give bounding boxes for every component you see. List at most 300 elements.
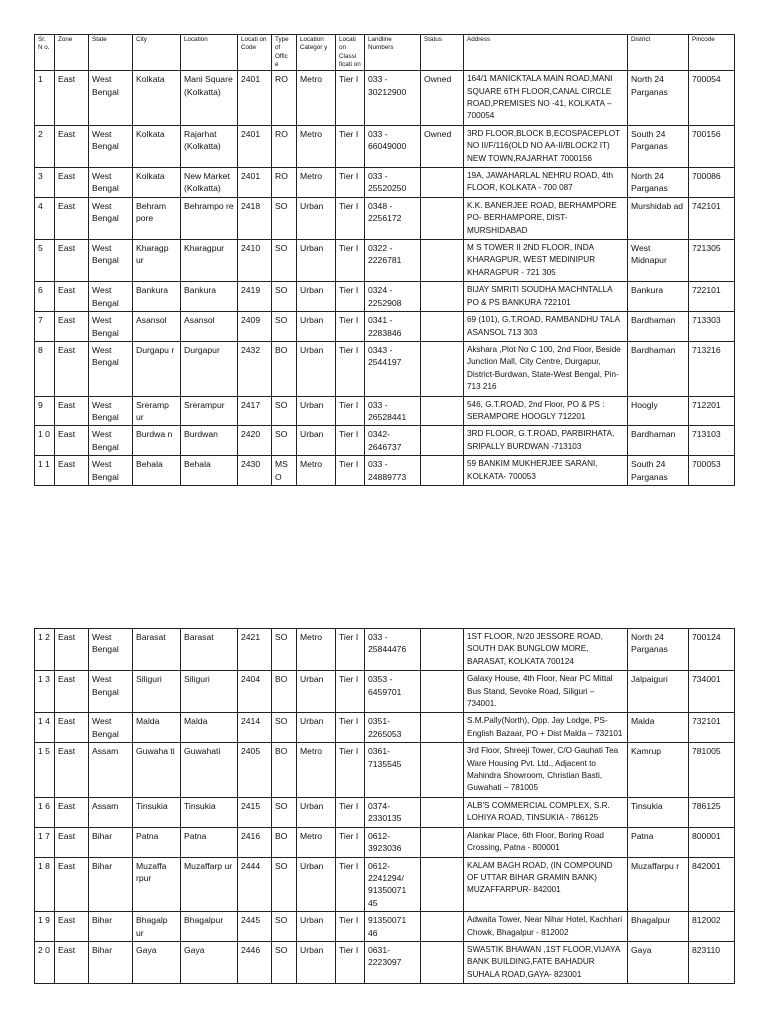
cell-location-classification: Tier I: [336, 426, 365, 456]
cell-address: Alankar Place, 6th Floor, Boring Road Crossing, Patna - 800001: [464, 827, 628, 857]
cell-district: Bardhaman: [628, 341, 689, 396]
table-row: [35, 426, 735, 456]
cell-location-classification: Tier I: [336, 282, 365, 312]
cell-location-classification: Tier I: [336, 168, 365, 198]
cell-state: Bihar: [89, 912, 133, 942]
cell-location-code: 2420: [238, 426, 272, 456]
table-row: [35, 341, 735, 396]
cell-city: Tinsukia: [133, 797, 181, 827]
cell-pincode: 732101: [689, 713, 735, 743]
table-row: [35, 912, 735, 942]
cell-status: [421, 797, 464, 827]
cell-state: Bihar: [89, 857, 133, 912]
header-state: State: [89, 35, 133, 71]
cell-district: North 24 Parganas: [628, 629, 689, 671]
cell-zone: East: [55, 941, 89, 983]
cell-address: 59 BANKIM MUKHERJEE SARANI, KOLKATA- 700053: [464, 456, 628, 486]
cell-state: Bihar: [89, 827, 133, 857]
cell-location-category: Urban: [297, 341, 336, 396]
cell-city: Behram pore: [133, 197, 181, 239]
cell-pincode: 786125: [689, 797, 735, 827]
table-row: [35, 168, 735, 198]
cell-office-type: SO: [272, 713, 297, 743]
cell-location: Rajarhat (Kolkatta): [181, 125, 238, 167]
cell-location-classification: Tier I: [336, 197, 365, 239]
cell-sr-no: 7: [35, 312, 55, 342]
table-row: [35, 456, 735, 486]
cell-location-category: Urban: [297, 197, 336, 239]
header-office-type: Type of Offic e: [272, 35, 297, 71]
cell-office-type: BO: [272, 743, 297, 798]
cell-sr-no: 1 8: [35, 857, 55, 912]
cell-city: Behala: [133, 456, 181, 486]
cell-sr-no: 5: [35, 240, 55, 282]
cell-location-category: Metro: [297, 456, 336, 486]
cell-location: Durgapur: [181, 341, 238, 396]
cell-sr-no: 1 6: [35, 797, 55, 827]
cell-office-type: SO: [272, 857, 297, 912]
cell-district: Murshidab ad: [628, 197, 689, 239]
table-header-row: [35, 35, 735, 71]
cell-zone: East: [55, 671, 89, 713]
office-table-2: [34, 628, 735, 984]
cell-sr-no: 1 5: [35, 743, 55, 798]
cell-zone: East: [55, 282, 89, 312]
table-row: [35, 671, 735, 713]
cell-city: Siliguri: [133, 671, 181, 713]
cell-zone: East: [55, 341, 89, 396]
cell-location-category: Urban: [297, 857, 336, 912]
cell-office-type: RO: [272, 168, 297, 198]
header-sr-no: Sr. N o.: [35, 35, 55, 71]
cell-state: West Bengal: [89, 713, 133, 743]
cell-sr-no: 1 4: [35, 713, 55, 743]
cell-location: New Market (Kolkatta): [181, 168, 238, 198]
cell-location-category: Metro: [297, 168, 336, 198]
table-row: [35, 857, 735, 912]
cell-city: Patna: [133, 827, 181, 857]
cell-sr-no: 4: [35, 197, 55, 239]
cell-location-classification: Tier I: [336, 912, 365, 942]
cell-landline-numbers: 0374- 2330135: [365, 797, 421, 827]
cell-location-classification: Tier I: [336, 312, 365, 342]
cell-city: Bhagalp ur: [133, 912, 181, 942]
cell-address: S.M.Pally(North), Opp. Jay Lodge, PS-English Bazaar, PO + Dist Malda – 732101: [464, 713, 628, 743]
table-row: [35, 629, 735, 671]
cell-state: West Bengal: [89, 71, 133, 126]
cell-city: Gaya: [133, 941, 181, 983]
cell-landline-numbers: 0322 - 2226781: [365, 240, 421, 282]
header-location-classification: Locati on Classi ficati on: [336, 35, 365, 71]
cell-location-classification: Tier I: [336, 671, 365, 713]
header-zone: Zone: [55, 35, 89, 71]
cell-location-classification: Tier I: [336, 629, 365, 671]
cell-pincode: 700054: [689, 71, 735, 126]
cell-location-code: 2410: [238, 240, 272, 282]
table-row: [35, 797, 735, 827]
cell-sr-no: 1 0: [35, 426, 55, 456]
cell-location-category: Urban: [297, 396, 336, 426]
cell-address: KALAM BAGH ROAD, (IN COMPOUND OF UTTAR BIHAR GRAMIN BANK) MUZAFFARPUR- 842001: [464, 857, 628, 912]
table-row: [35, 743, 735, 798]
cell-office-type: SO: [272, 197, 297, 239]
cell-zone: East: [55, 396, 89, 426]
header-city: City: [133, 35, 181, 71]
cell-location-code: 2419: [238, 282, 272, 312]
cell-landline-numbers: 0361- 7135545: [365, 743, 421, 798]
cell-landline-numbers: 033 - 25520250: [365, 168, 421, 198]
cell-district: Jalpaiguri: [628, 671, 689, 713]
cell-pincode: 700156: [689, 125, 735, 167]
cell-landline-numbers: 0353 - 6459701: [365, 671, 421, 713]
table-row: [35, 71, 735, 126]
cell-location-code: 2445: [238, 912, 272, 942]
cell-landline-numbers: 0324 - 2252908: [365, 282, 421, 312]
cell-zone: East: [55, 797, 89, 827]
cell-address: BIJAY SMRITI SOUDHA MACHNTALLA PO & PS BANKURA 722101: [464, 282, 628, 312]
cell-state: West Bengal: [89, 671, 133, 713]
cell-location: Srerampur: [181, 396, 238, 426]
cell-state: West Bengal: [89, 312, 133, 342]
cell-location-category: Urban: [297, 426, 336, 456]
table-row: [35, 941, 735, 983]
cell-office-type: SO: [272, 312, 297, 342]
cell-district: North 24 Parganas: [628, 168, 689, 198]
cell-sr-no: 1 7: [35, 827, 55, 857]
cell-location: Kharagpur: [181, 240, 238, 282]
office-table-1: [34, 34, 735, 486]
cell-location-category: Metro: [297, 71, 336, 126]
cell-status: [421, 168, 464, 198]
cell-location-code: 2401: [238, 168, 272, 198]
cell-city: Durgapu r: [133, 341, 181, 396]
cell-city: Malda: [133, 713, 181, 743]
cell-city: Guwaha ti: [133, 743, 181, 798]
cell-address: 164/1 MANICKTALA MAIN ROAD,MANI SQUARE 6TH FLOOR,CANAL CIRCLE ROAD,PREMISES NO -41, KOLKATA – 700054: [464, 71, 628, 126]
cell-city: Bankura: [133, 282, 181, 312]
cell-location-classification: Tier I: [336, 456, 365, 486]
cell-location-code: 2416: [238, 827, 272, 857]
cell-sr-no: 1 2: [35, 629, 55, 671]
cell-landline-numbers: 0612- 3923036: [365, 827, 421, 857]
cell-pincode: 781005: [689, 743, 735, 798]
cell-zone: East: [55, 827, 89, 857]
cell-location: Burdwan: [181, 426, 238, 456]
cell-status: [421, 629, 464, 671]
cell-location-code: 2418: [238, 197, 272, 239]
cell-location-code: 2446: [238, 941, 272, 983]
cell-status: [421, 743, 464, 798]
cell-location: Asansol: [181, 312, 238, 342]
cell-office-type: BO: [272, 827, 297, 857]
cell-landline-numbers: 033 - 26528441: [365, 396, 421, 426]
cell-location-category: Metro: [297, 125, 336, 167]
cell-office-type: SO: [272, 282, 297, 312]
cell-landline-numbers: 033 - 25844476: [365, 629, 421, 671]
header-location-code: Locati on Code: [238, 35, 272, 71]
cell-city: Sreramp ur: [133, 396, 181, 426]
cell-location-category: Urban: [297, 912, 336, 942]
cell-location-category: Metro: [297, 827, 336, 857]
cell-pincode: 823110: [689, 941, 735, 983]
cell-pincode: 722101: [689, 282, 735, 312]
cell-location-category: Urban: [297, 797, 336, 827]
cell-address: M S TOWER II 2ND FLOOR, INDA KHARAGPUR, WEST MEDINIPUR KHARAGPUR - 721 305: [464, 240, 628, 282]
cell-state: West Bengal: [89, 426, 133, 456]
table-row: [35, 197, 735, 239]
cell-pincode: 742101: [689, 197, 735, 239]
cell-office-type: BO: [272, 341, 297, 396]
header-landline-numbers: Landline Numbers: [365, 35, 421, 71]
cell-city: Kolkata: [133, 168, 181, 198]
cell-office-type: SO: [272, 629, 297, 671]
table-row: [35, 396, 735, 426]
cell-landline-numbers: 033 - 24889773: [365, 456, 421, 486]
cell-location: Behala: [181, 456, 238, 486]
cell-location-code: 2409: [238, 312, 272, 342]
cell-location: Bankura: [181, 282, 238, 312]
table-row: [35, 713, 735, 743]
cell-pincode: 842001: [689, 857, 735, 912]
cell-status: [421, 456, 464, 486]
cell-location: Gaya: [181, 941, 238, 983]
cell-pincode: 713103: [689, 426, 735, 456]
cell-zone: East: [55, 743, 89, 798]
cell-address: K.K. BANERJEE ROAD, BERHAMPORE PO- BERHAMPORE, DIST-MURSHIDABAD: [464, 197, 628, 239]
cell-zone: East: [55, 168, 89, 198]
cell-office-type: BO: [272, 671, 297, 713]
header-pincode: Pincode: [689, 35, 735, 71]
cell-pincode: 721305: [689, 240, 735, 282]
cell-sr-no: 6: [35, 282, 55, 312]
header-location-category: Location Categor y: [297, 35, 336, 71]
cell-address: Adwaita Tower, Near Nihar Hotel, Kachhari Chowk, Bhagalpur - 812002: [464, 912, 628, 942]
cell-address: 3RD FLOOR,BLOCK B,ECOSPACEPLOT NO II/F/116(OLD NO AA-II/BLOCK2 IT) NEW TOWN,RAJARHAT 7000156: [464, 125, 628, 167]
cell-sr-no: 2 0: [35, 941, 55, 983]
cell-location-code: 2405: [238, 743, 272, 798]
cell-status: [421, 240, 464, 282]
cell-landline-numbers: 0631- 2223097: [365, 941, 421, 983]
cell-location: Behrampo re: [181, 197, 238, 239]
cell-address: 3rd Floor, Shreeji Tower, C/O Gauhati Tea Ware Housing Pvt. Ltd., Adjacent to Mahindra Showroom, Christian Basti, Guwahati – 781005: [464, 743, 628, 798]
cell-status: [421, 197, 464, 239]
cell-location-category: Urban: [297, 713, 336, 743]
cell-state: West Bengal: [89, 282, 133, 312]
cell-status: [421, 312, 464, 342]
cell-city: Muzaffa rpur: [133, 857, 181, 912]
cell-state: West Bengal: [89, 396, 133, 426]
cell-state: West Bengal: [89, 240, 133, 282]
table-row: [35, 282, 735, 312]
cell-zone: East: [55, 456, 89, 486]
cell-district: North 24 Parganas: [628, 71, 689, 126]
cell-location-classification: Tier I: [336, 797, 365, 827]
table-row: [35, 125, 735, 167]
cell-office-type: SO: [272, 912, 297, 942]
cell-pincode: 700053: [689, 456, 735, 486]
cell-pincode: 700124: [689, 629, 735, 671]
cell-pincode: 812002: [689, 912, 735, 942]
cell-location-code: 2430: [238, 456, 272, 486]
cell-status: [421, 426, 464, 456]
cell-location-code: 2415: [238, 797, 272, 827]
cell-status: [421, 941, 464, 983]
cell-district: South 24 Parganas: [628, 125, 689, 167]
cell-pincode: 712201: [689, 396, 735, 426]
cell-sr-no: 1 9: [35, 912, 55, 942]
cell-status: [421, 396, 464, 426]
cell-landline-numbers: 033 - 66049000: [365, 125, 421, 167]
cell-zone: East: [55, 197, 89, 239]
cell-zone: East: [55, 240, 89, 282]
cell-address: SWASTIK BHAWAN ,1ST FLOOR,VIJAYA BANK BUILDING,FATE BAHADUR SUHALA ROAD,GAYA- 823001: [464, 941, 628, 983]
cell-status: [421, 341, 464, 396]
cell-landline-numbers: 0612- 2241294/ 91350071 45: [365, 857, 421, 912]
cell-zone: East: [55, 426, 89, 456]
cell-pincode: 713303: [689, 312, 735, 342]
table-row: [35, 312, 735, 342]
header-status: Status: [421, 35, 464, 71]
cell-zone: East: [55, 713, 89, 743]
cell-city: Kolkata: [133, 125, 181, 167]
cell-landline-numbers: 033 - 30212900: [365, 71, 421, 126]
cell-location-code: 2421: [238, 629, 272, 671]
cell-state: West Bengal: [89, 197, 133, 239]
cell-office-type: SO: [272, 426, 297, 456]
cell-pincode: 734001: [689, 671, 735, 713]
cell-address: Galaxy House, 4th Floor, Near PC Mittal Bus Stand, Sevoke Road, Siliguri – 734001.: [464, 671, 628, 713]
cell-sr-no: 2: [35, 125, 55, 167]
cell-location-category: Urban: [297, 312, 336, 342]
cell-state: West Bengal: [89, 125, 133, 167]
cell-status: [421, 912, 464, 942]
cell-location-classification: Tier I: [336, 71, 365, 126]
cell-zone: East: [55, 312, 89, 342]
cell-state: West Bengal: [89, 629, 133, 671]
header-address: Address: [464, 35, 628, 71]
cell-sr-no: 3: [35, 168, 55, 198]
cell-location-classification: Tier I: [336, 857, 365, 912]
cell-district: Gaya: [628, 941, 689, 983]
cell-district: Hoogly: [628, 396, 689, 426]
cell-status: Owned: [421, 125, 464, 167]
cell-city: Kharagp ur: [133, 240, 181, 282]
cell-sr-no: 1: [35, 71, 55, 126]
cell-sr-no: 1 3: [35, 671, 55, 713]
cell-location-code: 2401: [238, 71, 272, 126]
cell-location-code: 2404: [238, 671, 272, 713]
cell-location-category: Urban: [297, 941, 336, 983]
cell-office-type: SO: [272, 941, 297, 983]
cell-district: Tinsukia: [628, 797, 689, 827]
cell-location-category: Urban: [297, 671, 336, 713]
cell-location: Tinsukia: [181, 797, 238, 827]
cell-status: [421, 857, 464, 912]
cell-sr-no: 9: [35, 396, 55, 426]
cell-pincode: 700086: [689, 168, 735, 198]
cell-location: Patna: [181, 827, 238, 857]
cell-zone: East: [55, 125, 89, 167]
cell-sr-no: 8: [35, 341, 55, 396]
cell-landline-numbers: 91350071 46: [365, 912, 421, 942]
cell-location-classification: Tier I: [336, 941, 365, 983]
cell-address: 69 (101), G.T.ROAD, RAMBANDHU TALA ASANSOL 713 303: [464, 312, 628, 342]
cell-location-classification: Tier I: [336, 240, 365, 282]
cell-location-category: Urban: [297, 240, 336, 282]
cell-office-type: SO: [272, 240, 297, 282]
cell-location-code: 2414: [238, 713, 272, 743]
cell-location-classification: Tier I: [336, 341, 365, 396]
cell-district: West Midnapur: [628, 240, 689, 282]
cell-state: West Bengal: [89, 341, 133, 396]
cell-location: Siliguri: [181, 671, 238, 713]
cell-district: Patna: [628, 827, 689, 857]
cell-address: 546, G.T.ROAD, 2nd Floor, PO & PS : SERAMPORE HOOGLY 712201: [464, 396, 628, 426]
cell-district: Bardhaman: [628, 312, 689, 342]
cell-state: Assam: [89, 797, 133, 827]
cell-city: Kolkata: [133, 71, 181, 126]
header-district: District: [628, 35, 689, 71]
cell-location-category: Metro: [297, 743, 336, 798]
cell-state: West Bengal: [89, 168, 133, 198]
header-location: Location: [181, 35, 238, 71]
table-row: [35, 827, 735, 857]
cell-district: Kamrup: [628, 743, 689, 798]
cell-address: 1ST FLOOR, N/20 JESSORE ROAD, SOUTH DAK BUNGLOW MORE, BARASAT, KOLKATA 700124: [464, 629, 628, 671]
cell-location-code: 2432: [238, 341, 272, 396]
cell-city: Burdwa n: [133, 426, 181, 456]
cell-status: [421, 282, 464, 312]
cell-district: Bhagalpur: [628, 912, 689, 942]
cell-office-type: RO: [272, 125, 297, 167]
cell-status: [421, 671, 464, 713]
cell-address: 3RD FLOOR, G.T.ROAD, PARBIRHATA, SRIPALLY BURDWAN -713103: [464, 426, 628, 456]
cell-district: Bardhaman: [628, 426, 689, 456]
cell-zone: East: [55, 629, 89, 671]
cell-location-classification: Tier I: [336, 396, 365, 426]
cell-city: Asansol: [133, 312, 181, 342]
cell-location: Bhagalpur: [181, 912, 238, 942]
cell-location-code: 2401: [238, 125, 272, 167]
cell-state: Assam: [89, 743, 133, 798]
cell-landline-numbers: 0348 - 2256172: [365, 197, 421, 239]
cell-zone: East: [55, 912, 89, 942]
cell-zone: East: [55, 71, 89, 126]
cell-location: Malda: [181, 713, 238, 743]
cell-location: Barasat: [181, 629, 238, 671]
cell-landline-numbers: 0343 - 2544197: [365, 341, 421, 396]
cell-sr-no: 1 1: [35, 456, 55, 486]
cell-landline-numbers: 0341 - 2283846: [365, 312, 421, 342]
cell-pincode: 713216: [689, 341, 735, 396]
cell-location-classification: Tier I: [336, 743, 365, 798]
cell-location-category: Metro: [297, 629, 336, 671]
cell-location-classification: Tier I: [336, 827, 365, 857]
cell-state: Bihar: [89, 941, 133, 983]
cell-office-type: SO: [272, 396, 297, 426]
cell-address: Akshara ,Plot No C 100, 2nd Floor, Beside Junction Mall, City Centre, Durgapur, District-Burdwan, State-West Bengal, Pin-713 216: [464, 341, 628, 396]
cell-status: [421, 713, 464, 743]
cell-office-type: MS O: [272, 456, 297, 486]
cell-status: [421, 827, 464, 857]
cell-location: Muzaffarp ur: [181, 857, 238, 912]
cell-city: Barasat: [133, 629, 181, 671]
cell-district: Bankura: [628, 282, 689, 312]
cell-location-classification: Tier I: [336, 125, 365, 167]
cell-landline-numbers: 0351- 2265053: [365, 713, 421, 743]
cell-office-type: RO: [272, 71, 297, 126]
cell-landline-numbers: 0342- 2646737: [365, 426, 421, 456]
